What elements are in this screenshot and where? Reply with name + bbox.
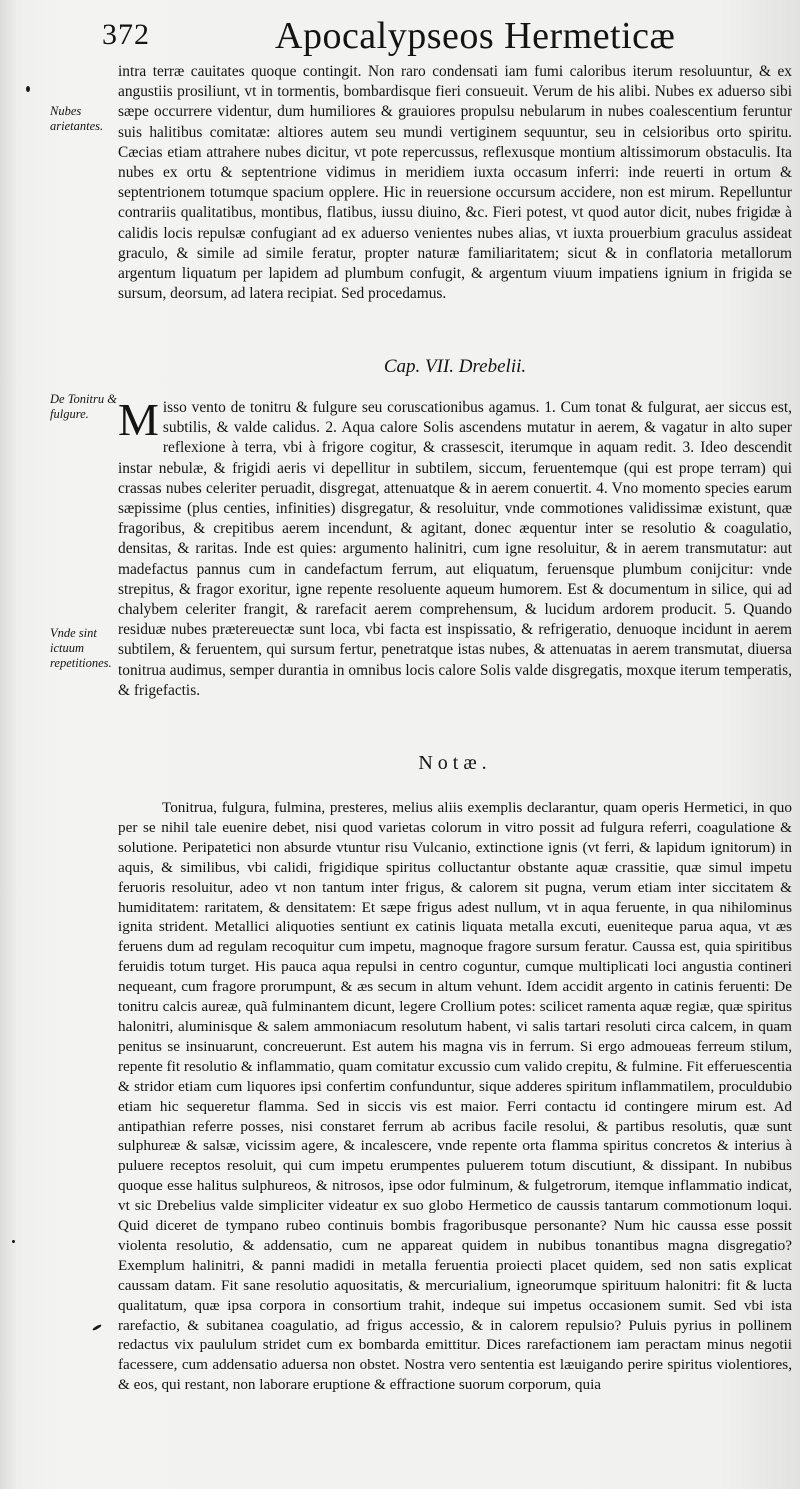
- paragraph-chapter-text: isso vento de tonitru & fulgure seu coruscationibus agamus. 1. Cum tonat & fulgurat, aer siccus est, subtilis, & valde calidus. 2. Aqua calore Solis ascendens mutatur in aerem, & vagatur in alto super reflexione à terra, vbi à frigore cogitur, & crassescit, iterumque in aquam redit. 3. Ideo descendit instar nebulæ, & frigidi aeris vi depellitur in subtilem, siccum, feruentemque (qui est prope terram) qui crassas nubes celeriter peruadit, disgregat, attenuatque & in aerem conuertit. 4. Vno momento species earum sæpissime (plus centies, infinities) disgregatur, & resoluitur, vnde commotiones validissimæ existunt, quæ fragoribus, & crepitibus aerem incendunt, & agitant, donec æquentur inter se resolutio & coagulatio, densitas, & raritas. Inde est quies: argumento halinitri, cum igne resoluitur, & in aerem transmutatur: aut madefactus pannus cum in candefactum ferrum, aut eliquatum, feruensque plumbum conijcitur: vnde strepitus, & fragor exoritur, igne repente resoluente aqueum humorem. Est & documentum in silice, qui ad chalybem celeriter frangit, & rarefacit aerem comprehensum, & lucidum ardorem producit. 5. Quando residuæ nubes prætereuectæ sunt loca, vbi facta est inspissatio, & refrigeratio, denuoque incidunt in aerem subtilem, & feruentem, qui sursum fertur, penetratque istas nubes, & attenuatas in aerem transmutat, diuersa tonitrua audimus, semper durantia in omnibus locis calore Solis valde disgregatis, moxque iterum temperatis, & frigefactis.: [118, 399, 792, 699]
- paragraph-chapter: [118, 394, 792, 701]
- running-head: Apocalypseos Hermeticæ: [275, 15, 676, 57]
- marginal-note-nubes: Nubes arietantes.: [50, 104, 104, 133]
- ink-speck: [92, 1324, 102, 1332]
- page-number: 372: [102, 18, 150, 51]
- marginal-note-tonitru: De Tonitru & fulgure.: [50, 392, 117, 421]
- paragraph-intro: intra terræ cauitates quoque contingit. Non raro condensati iam fumi caloribus iterum resoluuntur, & ex angustiis prosiliunt, vt in tormentis, bombardisque fieri consueuit. Verum de his alibi. Nubes ex aduerso sibi sæpe occurrere videntur, dum humiliores & grauiores propulsu nebularum in nubes coalescentium feruntur suis halitibus comitatæ: altiores autem seu mundi vertiginem sequuntur, seu in celsioribus orto spiritu. Cæcias etiam attrahere nubes dicitur, vt pote repercussus, reflexusque montium altissimorum obstaculis. Ita nubes ex ortu & septentrione vidimus in meridiem iuxta occasum inferri: inde reuerti in ortum & septentrionem totumque spacium opplere. Hic in reuersione occursum accidere, non est mirum. Repelluntur contrariis qualitatibus, montibus, flatibus, iussu diuino, &c. Fieri potest, vt quod autor dicit, nubes frigidæ à calidis locis repulsæ confugiant ad ex aduerso venientes nubes alias, vt iuxta prouerbium graculus assideat graculo, & simile ad simile feratur, propter naturæ familiaritatem; sicut & in conflatoria metallorum argentum liquatum per lapidem ad plumbum confugit, & argentum viuum impatiens ignium in frigida se sursum, deorsum, ad latera recipiat. Sed procedamus.: [118, 63, 792, 303]
- ink-speck: [12, 1240, 15, 1243]
- ink-speck: [26, 86, 30, 92]
- drop-cap: M: [118, 394, 159, 445]
- chapter-heading: Cap. VII. Drebelii.: [383, 356, 527, 377]
- marginal-note-ictuum: Vnde sint ictuum repetitiones.: [50, 626, 112, 670]
- paragraph-notae: Tonitrua, fulgura, fulmina, presteres, melius aliis exemplis declarantur, quam operis Hermetici, in quo per se nihil tale euenire debet, nisi quod varietas colorum in vitro possit ad fulgura referri, coagulatione & solutione. Peripatetici non absurde vtuntur risu Vulcanio, extinctione ignis (vt ferri, & lapidum ignitorum) in aquis, & similibus, vbi calidi, frigidique spiritus colluctantur obstante aquæ crassitie, quæ simul impetu feruoris resoluitur, adeo vt non tantum inter frigus, & calorem sit pugna, verum etiam inter siccitatem & humiditatem: raritatem, & densitatem: Et sæpe frigus adest nullum, vt in aqua feruente, in qua nihilominus ignita strident. Metallici aliquoties sentiunt ex catinis liquata metalla excuti, eueniteque parua aqua, vt æs feruens dum ad regulam recoquitur cum impetu, magnoque fragore sursum feratur. Caussa est, quia spiritibus feruidis totum turget. His pauca aqua repulsi in centro coguntur, cumque multiplicati loci angustia contineri nequeant, cum fragore prorumpunt, & æs secum in altum vehunt. Idem accidit argento in catinis feruenti: De tonitru calcis aureæ, quã fulminantem dicunt, legere Crollium potes: scilicet ramenta aquæ regiæ, quæ spiritus halonitri, aluminisque & salem ammoniacum resolutum habent, vi salis tartari resoluti circa calcem, in quam penitus se insinuarunt, concreuerunt. Est autem his magna vis in ferrum. Si ergo admoueas ferreum stilum, repente fit resolutio & inflammatio, quam comitatur excussio cum valido crepitu, & fulmine. Fit efferuescentia & stridor etiam cum liquores ipsi confertim confunduntur, sique adderes spiritum inflammatilem, proculdubio etiam hic sequeretur flamma. Sed in siccis vis est maior. Ferri contactu id contingere mirum est. Ad antipathian referre posses, nisi constaret ferrum ab acribus facile resolui, & partibus resolutis, quæ sunt sulphureæ & salsæ, vicissim agere, & incalescere, vnde repente orta flamma spiritus concretos & interius à puluere receptos resoluit, qui cum impetu erumpentes puluerem totum discutiunt, & dissipant. In nubibus quoque esse halitus sulphureos, & nitrosos, ipse odor fulminum, & fulgetrorum, itemque inflammatio indicat, vt sic Drebelius valde simpliciter videatur ex suo globo Hermetico de caussis tantarum commotionum loqui. Quid diceret de tympano rubeo continuis bombis fragoribusque personante? Num hic caussa esse possit violenta resolutio, & addensatio, cum ne appareat quidem in nubibus tonantibus magna disgregatio? Exemplum halinitri, & panni madidi in metalla feruentia proiecti placet quidem, sed non satis explicat caussam datam. Fit sane resolutio aquositatis, & mercurialium, igneorumque spirituum halonitri: fit & lucta qualitatum, quæ ipsa corpora in consortium trahit, indeque sui impetus occasionem sumit. Sed vbi ista rarefactio, & subitanea coagulatio, ad frigus accessio, & in calorem repulsio? Puluis pyrius in pollinem redactus vix paululum stridet cum ex bombarda emittitur. Dices rarefactionem iam peractam minus negotii facessere, cum addensatio aduersa non obstet. Nostra vero sententia est læuigando perire spiritus violentiores, & eos, qui restant, non laborare eruptione & effractione suorum corporum, quia: [118, 799, 792, 1394]
- notae-heading: Notæ.: [418, 752, 492, 774]
